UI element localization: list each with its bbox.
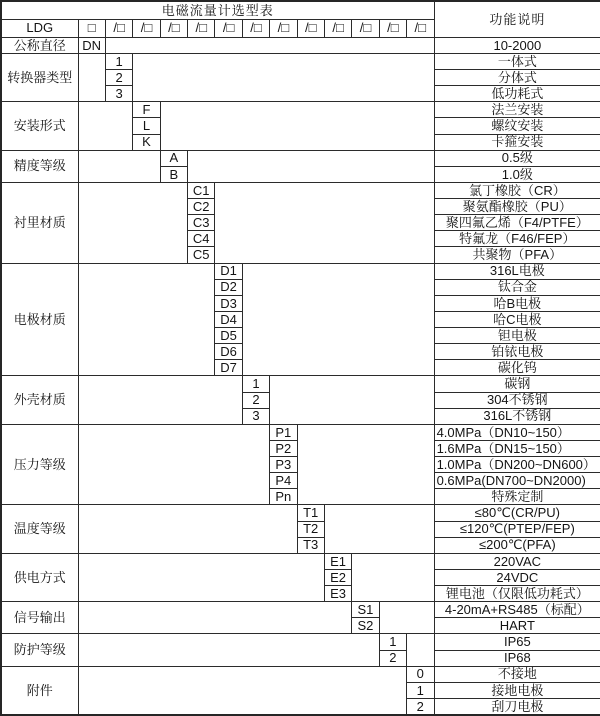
function-desc: 氯丁橡胶（CR）: [434, 182, 600, 198]
category-code: E3: [324, 586, 351, 602]
function-desc: 1.6MPa（DN15~150）: [434, 440, 600, 456]
function-desc: 304不锈钢: [434, 392, 600, 408]
category-code: C3: [188, 215, 215, 231]
function-desc: 锂电池（仅限低功耗式）: [434, 586, 600, 602]
left-gap-cell: [78, 102, 133, 150]
category-label: 附件: [1, 666, 78, 715]
category-code: C5: [188, 247, 215, 263]
function-desc: 聚氨酯橡胶（PU）: [434, 199, 600, 215]
function-desc: 螺纹安装: [434, 118, 600, 134]
category-label: 供电方式: [1, 553, 78, 601]
category-label: 衬里材质: [1, 182, 78, 263]
category-code: 1: [407, 682, 435, 698]
category-code: K: [133, 134, 160, 150]
right-gap-cell: [160, 102, 434, 150]
category-label: 电极材质: [1, 263, 78, 376]
slash-box-cell: /□: [133, 19, 160, 37]
function-desc: 钽电极: [434, 328, 600, 344]
function-column-header: 功能说明: [434, 1, 600, 37]
function-desc: 4.0MPa（DN10~150）: [434, 424, 600, 440]
function-desc: 碳钢: [434, 376, 600, 392]
function-desc: 一体式: [434, 53, 600, 69]
category-code: D7: [215, 360, 242, 376]
left-gap-cell: [78, 553, 324, 601]
function-desc: ≤200℃(PFA): [434, 537, 600, 553]
slash-box-cell: /□: [352, 19, 379, 37]
category-label: 外壳材质: [1, 376, 78, 424]
category-code: D1: [215, 263, 242, 279]
category-code: P2: [270, 440, 297, 456]
category-code: T2: [297, 521, 324, 537]
category-code: L: [133, 118, 160, 134]
category-code: Pn: [270, 489, 297, 505]
right-gap-cell: [297, 424, 434, 505]
slash-box-cell: /□: [105, 19, 132, 37]
function-desc: 哈B电极: [434, 295, 600, 311]
category-code: 2: [242, 392, 269, 408]
category-code: 3: [242, 408, 269, 424]
function-desc: 卡箍安装: [434, 134, 600, 150]
category-code: E2: [324, 569, 351, 585]
category-code: 1: [242, 376, 269, 392]
function-desc: 碳化钨: [434, 360, 600, 376]
right-gap-cell: [270, 376, 434, 424]
slash-box-cell: /□: [407, 19, 435, 37]
function-desc: IP68: [434, 650, 600, 666]
function-desc: 220VAC: [434, 553, 600, 569]
category-code: 3: [105, 86, 132, 102]
category-code: T1: [297, 505, 324, 521]
left-gap-cell: [78, 634, 379, 666]
right-gap-cell: [215, 182, 434, 263]
left-gap-cell: [78, 263, 215, 376]
category-label: 防护等级: [1, 634, 78, 666]
category-label: 压力等级: [1, 424, 78, 505]
function-desc: 特殊定制: [434, 489, 600, 505]
category-code: P4: [270, 473, 297, 489]
function-desc: 共聚物（PFA）: [434, 247, 600, 263]
category-code: C1: [188, 182, 215, 198]
right-gap-cell: [324, 505, 434, 553]
left-gap-cell: [78, 182, 188, 263]
function-desc: 0.6MPa(DN700~DN2000): [434, 473, 600, 489]
category-code: C2: [188, 199, 215, 215]
category-code: P1: [270, 424, 297, 440]
category-code: P3: [270, 457, 297, 473]
function-desc: 316L不锈钢: [434, 408, 600, 424]
code-box-cell: □: [78, 19, 105, 37]
function-desc: 铂铱电极: [434, 344, 600, 360]
category-code: 1: [379, 634, 406, 650]
category-label: 信号输出: [1, 602, 78, 634]
category-code: DN: [78, 37, 105, 53]
slash-box-cell: /□: [270, 19, 297, 37]
function-desc: 1.0MPa（DN200~DN600）: [434, 457, 600, 473]
right-gap-cell: [242, 263, 434, 376]
category-code: 0: [407, 666, 435, 682]
slash-box-cell: /□: [215, 19, 242, 37]
left-gap-cell: [78, 53, 105, 101]
category-code: D3: [215, 295, 242, 311]
function-desc: 法兰安装: [434, 102, 600, 118]
category-label: 精度等级: [1, 150, 78, 182]
category-code: 2: [407, 698, 435, 715]
right-gap-cell: [407, 634, 435, 666]
left-gap-cell: [78, 666, 407, 715]
left-gap-cell: [78, 602, 352, 634]
function-desc: 刮刀电极: [434, 698, 600, 715]
function-desc: 分体式: [434, 70, 600, 86]
category-label: 公称直径: [1, 37, 78, 53]
category-code: D6: [215, 344, 242, 360]
function-desc: 钛合金: [434, 279, 600, 295]
function-desc: ≤120℃(PTEP/FEP): [434, 521, 600, 537]
function-desc: 低功耗式: [434, 86, 600, 102]
model-prefix-cell: LDG: [1, 19, 78, 37]
slash-box-cell: /□: [324, 19, 351, 37]
category-code: E1: [324, 553, 351, 569]
function-desc: 0.5级: [434, 150, 600, 166]
function-desc: 哈C电极: [434, 311, 600, 327]
function-desc: 4-20mA+RS485（标配）: [434, 602, 600, 618]
category-code: A: [160, 150, 187, 166]
right-gap-cell: [352, 553, 434, 601]
function-desc: ≤80℃(CR/PU): [434, 505, 600, 521]
function-desc: 316L电极: [434, 263, 600, 279]
category-code: 1: [105, 53, 132, 69]
category-label: 转换器类型: [1, 53, 78, 101]
function-desc: 1.0级: [434, 166, 600, 182]
function-desc: 特氟龙（F46/FEP）: [434, 231, 600, 247]
category-code: C4: [188, 231, 215, 247]
function-desc: 聚四氟乙烯（F4/PTFE）: [434, 215, 600, 231]
function-desc: HART: [434, 618, 600, 634]
category-code: S1: [352, 602, 379, 618]
left-gap-cell: [78, 505, 297, 553]
category-code: D5: [215, 328, 242, 344]
slash-box-cell: /□: [379, 19, 406, 37]
right-gap-cell: [188, 150, 435, 182]
slash-box-cell: /□: [242, 19, 269, 37]
category-code: B: [160, 166, 187, 182]
category-code: T3: [297, 537, 324, 553]
category-code: D4: [215, 311, 242, 327]
category-code: F: [133, 102, 160, 118]
function-desc: 10-2000: [434, 37, 600, 53]
table-title: 电磁流量计选型表: [1, 1, 434, 19]
right-gap-cell: [133, 53, 434, 101]
right-gap-cell: [379, 602, 434, 634]
function-desc: 接地电极: [434, 682, 600, 698]
category-code: D2: [215, 279, 242, 295]
left-gap-cell: [78, 376, 242, 424]
slash-box-cell: /□: [188, 19, 215, 37]
function-desc: 不接地: [434, 666, 600, 682]
category-code: S2: [352, 618, 379, 634]
left-gap-cell: [78, 424, 270, 505]
category-code: 2: [379, 650, 406, 666]
category-label: 安装形式: [1, 102, 78, 150]
function-desc: 24VDC: [434, 569, 600, 585]
slash-box-cell: /□: [160, 19, 187, 37]
left-gap-cell: [78, 150, 160, 182]
right-gap-cell: [105, 37, 434, 53]
function-desc: IP65: [434, 634, 600, 650]
selection-table-body: [1, 1, 600, 715]
slash-box-cell: /□: [297, 19, 324, 37]
category-label: 温度等级: [1, 505, 78, 553]
category-code: 2: [105, 70, 132, 86]
